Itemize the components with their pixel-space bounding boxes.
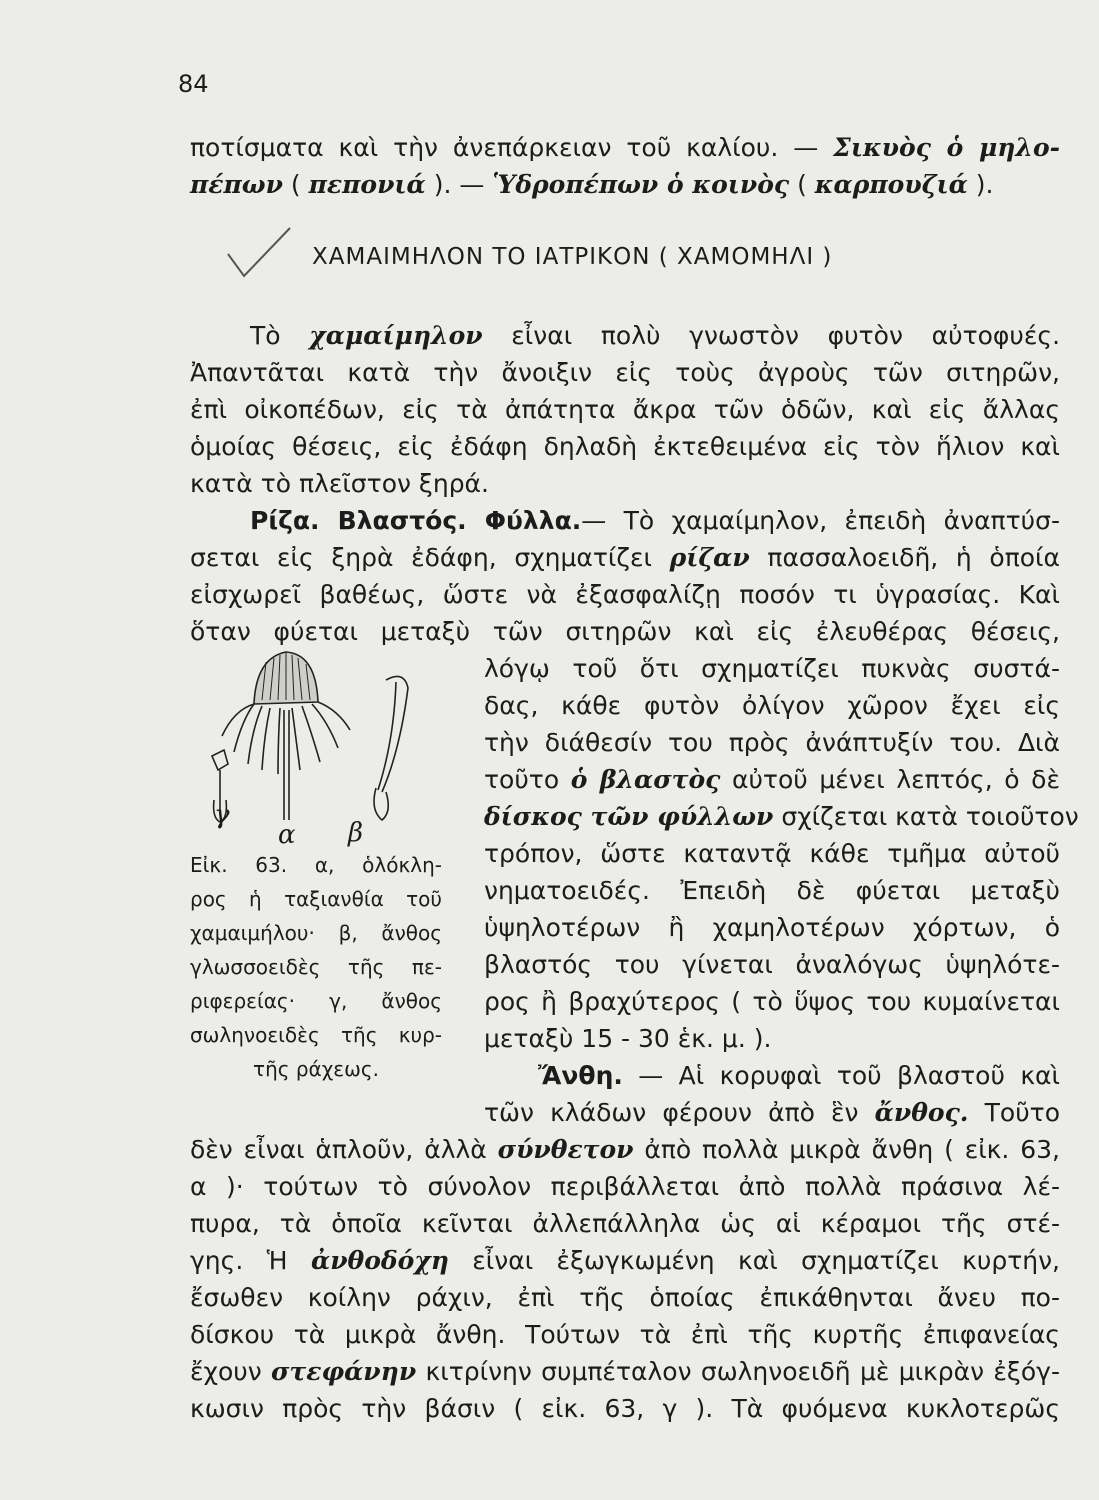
text-line: α )· τούτων τὸ σύνολον περιβάλλεται ἀπὸ πολλὰ πράσινα λέ-	[190, 1172, 1060, 1201]
text-line: ποτίσματα καὶ τὴν ἀνεπάρκειαν τοῦ καλίου. — Σικυὸς ὁ μηλο-	[190, 133, 1061, 162]
section-heading: ΧΑΜΑΙΜΗΛΟΝ ΤΟ ΙΑΤΡΙΚΟΝ ( ΧΑΜΟΜΗΛΙ )	[312, 244, 833, 270]
text-line: ὅταν φύεται μεταξὺ τῶν σιτηρῶν καὶ εἰς ἐλευθέρας θέσεις,	[190, 617, 1060, 646]
text-line: εἰσχωρεῖ βαθέως, ὥστε νὰ ἐξασφαλίζῃ ποσόν τι ὑγρασίας. Καὶ	[190, 580, 1060, 609]
text-line: τὴν διάθεσίν του πρὸς ἀνάπτυξίν του. Διὰ	[484, 728, 1060, 757]
text-line: γης. Ἡ ἀνθοδόχη εἶναι ἐξωγκωμένη καὶ σχηματίζει κυρτήν,	[190, 1246, 1061, 1275]
text-line: ἔχουν στεφάνην κιτρίνην συμπέταλον σωληνοειδῆ μὲ μικρὰν ἐξόγ-	[190, 1357, 1060, 1386]
text-line: τῶν κλάδων φέρουν ἀπὸ ἓν ἄνθος. Τοῦτο	[484, 1098, 1061, 1127]
text-line: δὲν εἶναι ἁπλοῦν, ἀλλὰ σύνθετον ἀπὸ πολλὰ μικρὰ ἄνθη ( εἰκ. 63,	[190, 1135, 1060, 1164]
text-line: ἔσωθεν κοίλην ράχιν, ἐπὶ τῆς ὁποίας ἐπικάθηνται ἄνευ πο-	[190, 1283, 1060, 1312]
figure-caption-line: χαμαιμήλου· β, ἄνθος	[190, 921, 442, 945]
text-line: δας, κάθε φυτὸν ὀλίγον χῶρον ἔχει εἰς	[484, 691, 1060, 720]
text-line: τοῦτο ὁ βλαστὸς αὐτοῦ μένει λεπτός, ὁ δὲ	[484, 765, 1060, 794]
text-line: πέπων ( πεπονιά ). — Ὑδροπέπων ὁ κοινὸς ( καρπουζιά ).	[190, 170, 994, 199]
text-line: Ρίζα. Βλαστός. Φύλλα.— Τὸ χαμαίμηλον, ἐπειδὴ ἀναπτύσ-	[250, 506, 1060, 535]
text-line: ὁμοίας θέσεις, εἰς ἐδάφη δηλαδὴ ἐκτεθειμένα εἰς τὸν ἥλιον καὶ	[190, 432, 1060, 461]
figure-caption-line: ρος ἡ ταξιανθία τοῦ	[190, 887, 442, 911]
figure-caption-line: σωληνοειδὲς τῆς κυρ-	[190, 1023, 442, 1047]
text-line: πυρα, τὰ ὁποῖα κεῖνται ἀλλεπάλληλα ὡς αἱ κέραμοι τῆς στέ-	[190, 1209, 1060, 1238]
text-line: βλαστός του γίνεται ἀναλόγως ὑψηλότε-	[484, 950, 1060, 979]
text-line: δίσκου τὰ μικρὰ ἄνθη. Τούτων τὰ ἐπὶ τῆς κυρτῆς ἐπιφανείας	[190, 1320, 1060, 1349]
text-line: μεταξὺ 15 - 30 ἑκ. μ. ).	[484, 1024, 772, 1053]
text-line: τρόπον, ὥστε καταντᾷ κάθε τμῆμα αὐτοῦ	[484, 839, 1060, 868]
text-line: λόγῳ τοῦ ὅτι σχηματίζει πυκνὰς συστά-	[484, 654, 1060, 683]
text-line: νηματοειδές. Ἐπειδὴ δὲ φύεται μεταξὺ	[484, 876, 1060, 905]
figure-caption-line: Εἰκ. 63. α, ὁλόκλη-	[190, 853, 442, 877]
text-line: κατὰ τὸ πλεῖστον ξηρά.	[190, 469, 489, 498]
figure-caption-line: ριφερείας· γ, ἄνθος	[190, 989, 442, 1013]
text-line: δίσκος τῶν φύλλων σχίζεται κατὰ τοιοῦτον	[484, 802, 1079, 831]
text-line: σεται εἰς ξηρὰ ἐδάφη, σχηματίζει ρίζαν πασσαλοειδῆ, ἡ ὁποία	[190, 543, 1060, 572]
text-line: Τὸ χαμαίμηλον εἶναι πολὺ γνωστὸν φυτὸν αὐτοφυές.	[250, 321, 1061, 350]
text-line: ὑψηλοτέρων ἢ χαμηλοτέρων χόρτων, ὁ	[484, 913, 1060, 942]
text-line: ρος ἢ βραχύτερος ( τὸ ὕψος του κυμαίνεται	[484, 987, 1060, 1016]
text-line: Ἀπαντᾶται κατὰ τὴν ἄνοιξιν εἰς τοὺς ἀγροὺς τῶν σιτηρῶν,	[190, 358, 1060, 387]
handwritten-check-icon	[226, 224, 296, 284]
text-line: Ἄνθη. — Αἱ κορυφαὶ τοῦ βλαστοῦ καὶ	[538, 1061, 1060, 1090]
figure-label-c: γ	[214, 800, 230, 830]
text-line: ἐπὶ οἰκοπέδων, εἰς τὰ ἀπάτητα ἄκρα τῶν ὁδῶν, καὶ εἰς ἄλλας	[190, 395, 1060, 424]
page-number: 84	[178, 70, 209, 98]
text-line: κωσιν πρὸς τὴν βάσιν ( εἰκ. 63, γ ). Τὰ φυόμενα κυκλοτερῶς	[190, 1394, 1060, 1423]
figure-label-b: β	[348, 818, 364, 848]
figure-caption-line: τῆς ράχεως.	[253, 1057, 379, 1081]
figure-caption-line: γλωσσοειδὲς τῆς πε-	[190, 955, 442, 979]
figure-label-a: α	[278, 820, 296, 850]
